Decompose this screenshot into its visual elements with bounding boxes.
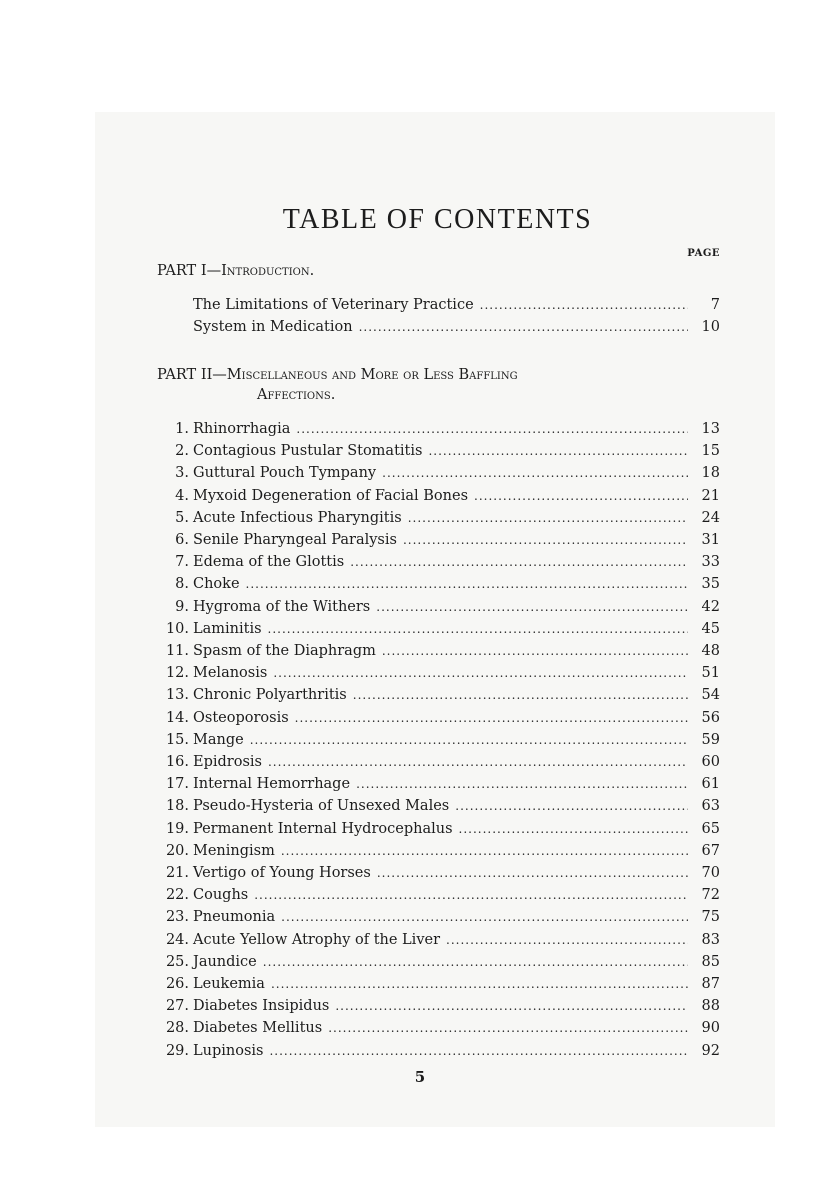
- entry-page: 61: [701, 776, 720, 793]
- toc-entry[interactable]: [158, 973, 720, 995]
- entry-number: 22.: [165, 887, 189, 904]
- entry-page: 85: [701, 953, 720, 970]
- entry-title: System in Medication: [193, 319, 353, 335]
- dot-leader: [263, 951, 688, 973]
- entry-page: 51: [701, 665, 720, 682]
- dot-leader: [408, 507, 688, 529]
- part-2-prefix: PART II—: [157, 367, 227, 383]
- entry-number: 11.: [165, 643, 189, 659]
- entry-title: Contagious Pustular Stomatitis: [193, 443, 423, 460]
- dot-leader: [273, 662, 688, 684]
- entry-number: 21.: [165, 865, 189, 881]
- dot-leader: [480, 294, 688, 316]
- toc-entry[interactable]: [158, 862, 720, 884]
- toc-entry[interactable]: [158, 1040, 720, 1062]
- toc-entry[interactable]: [158, 462, 720, 484]
- entry-page: 7: [710, 297, 720, 313]
- toc-entry[interactable]: [158, 529, 720, 551]
- dot-leader: [403, 529, 688, 551]
- dot-leader: [350, 551, 688, 573]
- toc-entry[interactable]: [158, 751, 720, 773]
- entry-title: Leukemia: [193, 976, 265, 992]
- entry-page: 18: [701, 465, 720, 482]
- toc-entry[interactable]: [158, 929, 720, 951]
- toc-entry[interactable]: [158, 707, 720, 729]
- entry-page: 87: [701, 976, 720, 992]
- page-title: TABLE OF CONTENTS: [282, 204, 593, 235]
- entry-title: Diabetes Mellitus: [193, 1020, 323, 1037]
- entry-number: 15.: [165, 731, 189, 748]
- toc-entry[interactable]: [158, 662, 720, 684]
- entry-number: 26.: [165, 976, 189, 992]
- toc-entry[interactable]: [158, 573, 720, 595]
- toc-entry[interactable]: [158, 818, 720, 840]
- part-1-prefix: PART I—: [157, 263, 222, 279]
- entry-page: 59: [701, 731, 720, 748]
- entry-title: Pneumonia: [193, 909, 276, 926]
- toc-entry[interactable]: [158, 507, 720, 529]
- entry-title: Edema of the Glottis: [193, 554, 345, 571]
- dot-leader: [446, 929, 688, 951]
- toc-entry[interactable]: [158, 618, 720, 640]
- entry-number: 10.: [165, 620, 189, 637]
- entry-page: 21: [701, 487, 720, 504]
- toc-entry[interactable]: [158, 729, 720, 751]
- entry-number: 5.: [175, 509, 189, 526]
- dot-leader: [295, 707, 688, 729]
- toc-entry[interactable]: [158, 884, 720, 906]
- part-1-title: Introduction.: [221, 263, 315, 279]
- entry-page: 33: [701, 554, 720, 571]
- dot-leader: [271, 973, 688, 995]
- dot-leader: [459, 818, 688, 840]
- entry-page: 42: [701, 598, 720, 615]
- toc-entry[interactable]: [158, 951, 720, 973]
- toc-entry[interactable]: [158, 773, 720, 795]
- dot-leader: [455, 795, 688, 817]
- entry-title: Senile Pharyngeal Paralysis: [193, 532, 397, 548]
- entry-number: 9.: [175, 598, 189, 615]
- dot-leader: [335, 995, 688, 1017]
- entry-number: 1.: [175, 421, 189, 437]
- toc-entry[interactable]: [158, 316, 720, 338]
- toc-entry[interactable]: [158, 906, 720, 928]
- dot-leader: [356, 773, 688, 795]
- entry-number: 17.: [165, 776, 189, 793]
- dot-leader: [296, 418, 688, 440]
- entry-title: Diabetes Insipidus: [193, 998, 330, 1015]
- dot-leader: [428, 440, 688, 462]
- entry-page: 88: [701, 998, 720, 1015]
- dot-leader: [246, 573, 688, 595]
- entry-title: Coughs: [193, 887, 249, 904]
- entry-number: 7.: [175, 554, 189, 571]
- entry-number: 3.: [175, 465, 189, 482]
- entry-page: 75: [701, 909, 720, 926]
- entry-page: 56: [701, 709, 720, 726]
- entry-number: 27.: [165, 998, 189, 1015]
- dot-leader: [377, 862, 688, 884]
- toc-entry[interactable]: [158, 1017, 720, 1039]
- entry-number: 12.: [165, 665, 189, 682]
- entry-title: Guttural Pouch Tympany: [193, 465, 377, 482]
- entry-page: 65: [701, 820, 720, 837]
- entry-title: Lupinosis: [193, 1042, 264, 1059]
- entry-page: 63: [701, 798, 720, 815]
- dot-leader: [281, 906, 688, 928]
- entry-page: 70: [701, 865, 720, 881]
- entry-title: The Limitations of Veterinary Practice: [193, 297, 474, 313]
- dot-leader: [254, 884, 688, 906]
- entry-title: Mange: [193, 731, 244, 748]
- toc-entry[interactable]: [158, 684, 720, 706]
- entry-number: 2.: [175, 443, 189, 460]
- entry-title: Acute Yellow Atrophy of the Liver: [193, 931, 441, 948]
- entry-page: 60: [701, 754, 720, 770]
- part-2-title-continued: Affections.: [257, 387, 336, 403]
- entry-title: Spasm of the Diaphragm: [193, 643, 376, 659]
- entry-number: 18.: [165, 798, 189, 815]
- entry-page: 48: [701, 643, 720, 659]
- entry-number: 8.: [175, 576, 189, 593]
- entry-page: 31: [701, 532, 720, 548]
- dot-leader: [269, 1040, 688, 1062]
- entry-number: 28.: [165, 1020, 189, 1037]
- dot-leader: [474, 485, 688, 507]
- entry-number: 24.: [165, 931, 189, 948]
- toc-entry[interactable]: [158, 551, 720, 573]
- entry-page: 67: [701, 842, 720, 859]
- entry-title: Acute Infectious Pharyngitis: [193, 509, 402, 526]
- dot-leader: [353, 684, 688, 706]
- entry-number: 13.: [165, 687, 189, 704]
- entry-title: Meningism: [193, 842, 275, 859]
- entry-page: 24: [701, 509, 720, 526]
- entry-title: Myxoid Degeneration of Facial Bones: [193, 487, 469, 504]
- dot-leader: [268, 751, 688, 773]
- entry-title: Rhinorrhagia: [193, 421, 291, 437]
- entry-number: 6.: [175, 532, 189, 548]
- entry-number: 23.: [165, 909, 189, 926]
- part-1-heading: [157, 263, 314, 279]
- part-2-title: Miscellaneous and More or Less Baffling: [226, 367, 518, 383]
- entry-number: 29.: [165, 1042, 189, 1059]
- entry-page: 83: [701, 931, 720, 948]
- toc-entry[interactable]: [158, 485, 720, 507]
- entry-number: 4.: [175, 487, 189, 504]
- dot-leader: [359, 316, 688, 338]
- entry-title: Chronic Polyarthritis: [193, 687, 347, 704]
- dot-leader: [250, 729, 688, 751]
- dot-leader: [328, 1017, 688, 1039]
- entry-title: Hygroma of the Withers: [193, 598, 371, 615]
- dot-leader: [281, 840, 688, 862]
- entry-title: Vertigo of Young Horses: [193, 865, 371, 881]
- entry-page: 90: [701, 1020, 720, 1037]
- entry-number: 16.: [165, 754, 189, 770]
- part-2-heading: [157, 367, 518, 403]
- toc-entry[interactable]: [158, 294, 720, 316]
- toc-entry[interactable]: [158, 795, 720, 817]
- dot-leader: [376, 596, 688, 618]
- entry-title: Melanosis: [193, 665, 268, 682]
- entry-number: 25.: [165, 953, 189, 970]
- page-column-label: PAGE: [687, 248, 720, 259]
- entry-title: Internal Hemorrhage: [193, 776, 351, 793]
- toc-entry[interactable]: [158, 596, 720, 618]
- toc-entry[interactable]: [158, 440, 720, 462]
- entry-title: Epidrosis: [193, 754, 262, 770]
- entry-page: 35: [701, 576, 720, 593]
- entry-number: 14.: [165, 709, 189, 726]
- toc-entry[interactable]: [158, 418, 720, 440]
- entry-title: Jaundice: [193, 953, 257, 970]
- entry-page: 15: [701, 443, 720, 460]
- entry-page: 45: [701, 620, 720, 637]
- entry-number: 19.: [165, 820, 189, 837]
- entry-title: Pseudo-Hysteria of Unsexed Males: [193, 798, 450, 815]
- entry-page: 92: [701, 1042, 720, 1059]
- entry-page: 13: [701, 421, 720, 437]
- toc-entry[interactable]: [158, 640, 720, 662]
- toc-entry[interactable]: [158, 995, 720, 1017]
- toc-entry[interactable]: [158, 840, 720, 862]
- entry-page: 10: [701, 319, 720, 335]
- dot-leader: [382, 462, 688, 484]
- entry-title: Osteoporosis: [193, 709, 289, 726]
- entry-page: 54: [701, 687, 720, 704]
- entry-title: Choke: [193, 576, 240, 593]
- entry-page: 72: [701, 887, 720, 904]
- entry-title: Laminitis: [193, 620, 262, 637]
- entry-title: Permanent Internal Hydrocephalus: [193, 820, 453, 837]
- entry-number: 20.: [165, 842, 189, 859]
- dot-leader: [268, 618, 688, 640]
- page-number: 5: [414, 1068, 426, 1086]
- dot-leader: [382, 640, 688, 662]
